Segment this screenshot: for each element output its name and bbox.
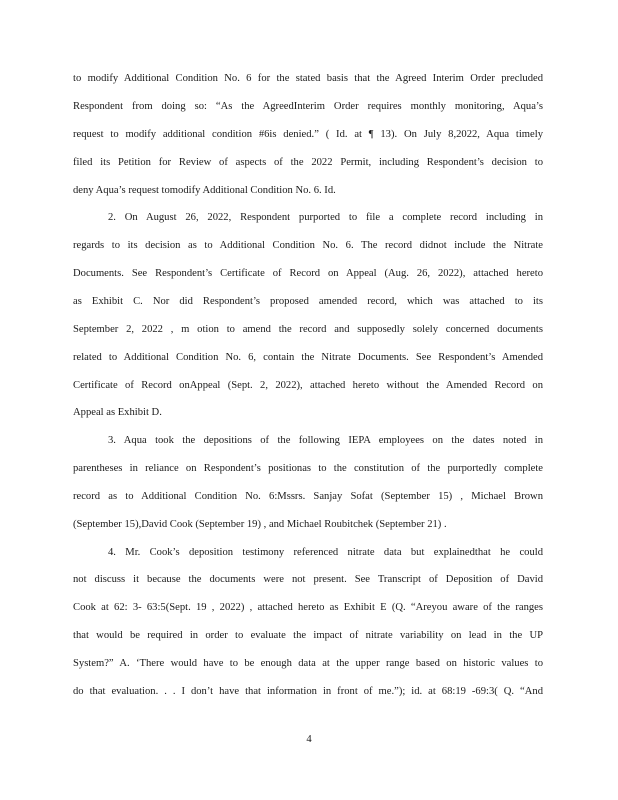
paragraph-3-first-line: 3. Aqua took the depositions of the following IEPA employees on the dates noted in [108,435,543,446]
paragraph-2-first-line: 2. On August 26, 2022, Respondent purported to file a complete record including in [108,212,543,223]
page-number: 4 [306,734,312,745]
body-line: request to modify additional condition #6is denied.” ( Id. at ¶ 13). On July 8,2022, Aqua timely [73,129,543,140]
body-line: September 2, 2022 , m otion to amend the record and supposedly solely concerned documents [73,324,543,335]
body-line: (September 15),David Cook (September 19) , and Michael Roubitchek (September 21) . [73,519,447,530]
body-line: record as to Additional Condition No. 6:Mssrs. Sanjay Sofat (September 15) , Michael Brown [73,491,543,502]
body-line: Certificate of Record onAppeal (Sept. 2, 2022), attached hereto without the Amended Record on [73,380,543,391]
body-line: that would be required in order to evaluate the impact of nitrate variability on lead in the UP [73,630,543,641]
body-line: not discuss it because the documents were not present. See Transcript of Deposition of David [73,574,543,585]
paragraph-4-first-line: 4. Mr. Cook’s deposition testimony referenced nitrate data but explainedthat he could [108,547,543,558]
body-line: filed its Petition for Review of aspects of the 2022 Permit, including Respondent’s decision to [73,157,543,168]
body-line: System?” A. ‘There would have to be enough data at the upper range based on historic values to [73,658,543,669]
body-line: Documents. See Respondent’s Certificate of Record on Appeal (Aug. 26, 2022), attached hereto [73,268,543,279]
body-line: parentheses in reliance on Respondent’s positionas to the constitution of the purportedly complete [73,463,543,474]
body-line: Cook at 62: 3- 63:5(Sept. 19 , 2022) , attached hereto as Exhibit E (Q. “Areyou aware of the ranges [73,602,543,613]
body-line: related to Additional Condition No. 6, contain the Nitrate Documents. See Respondent’s Amended [73,352,543,363]
body-line: Respondent from doing so: “As the AgreedInterim Order requires monthly monitoring, Aqua’s [73,101,543,112]
body-line: regards to its decision as to Additional Condition No. 6. The record didnot include the Nitrate [73,240,543,251]
body-line: to modify Additional Condition No. 6 for the stated basis that the Agreed Interim Order precluded [73,73,543,84]
body-line: as Exhibit C. Nor did Respondent’s proposed amended record, which was attached to its [73,296,543,307]
body-line: do that evaluation. . . I don’t have that information in front of me.”); id. at 68:19 -69:3( Q. “And [73,686,543,697]
body-line: Appeal as Exhibit D. [73,407,162,418]
body-line: deny Aqua’s request tomodify Additional Condition No. 6. Id. [73,185,336,196]
